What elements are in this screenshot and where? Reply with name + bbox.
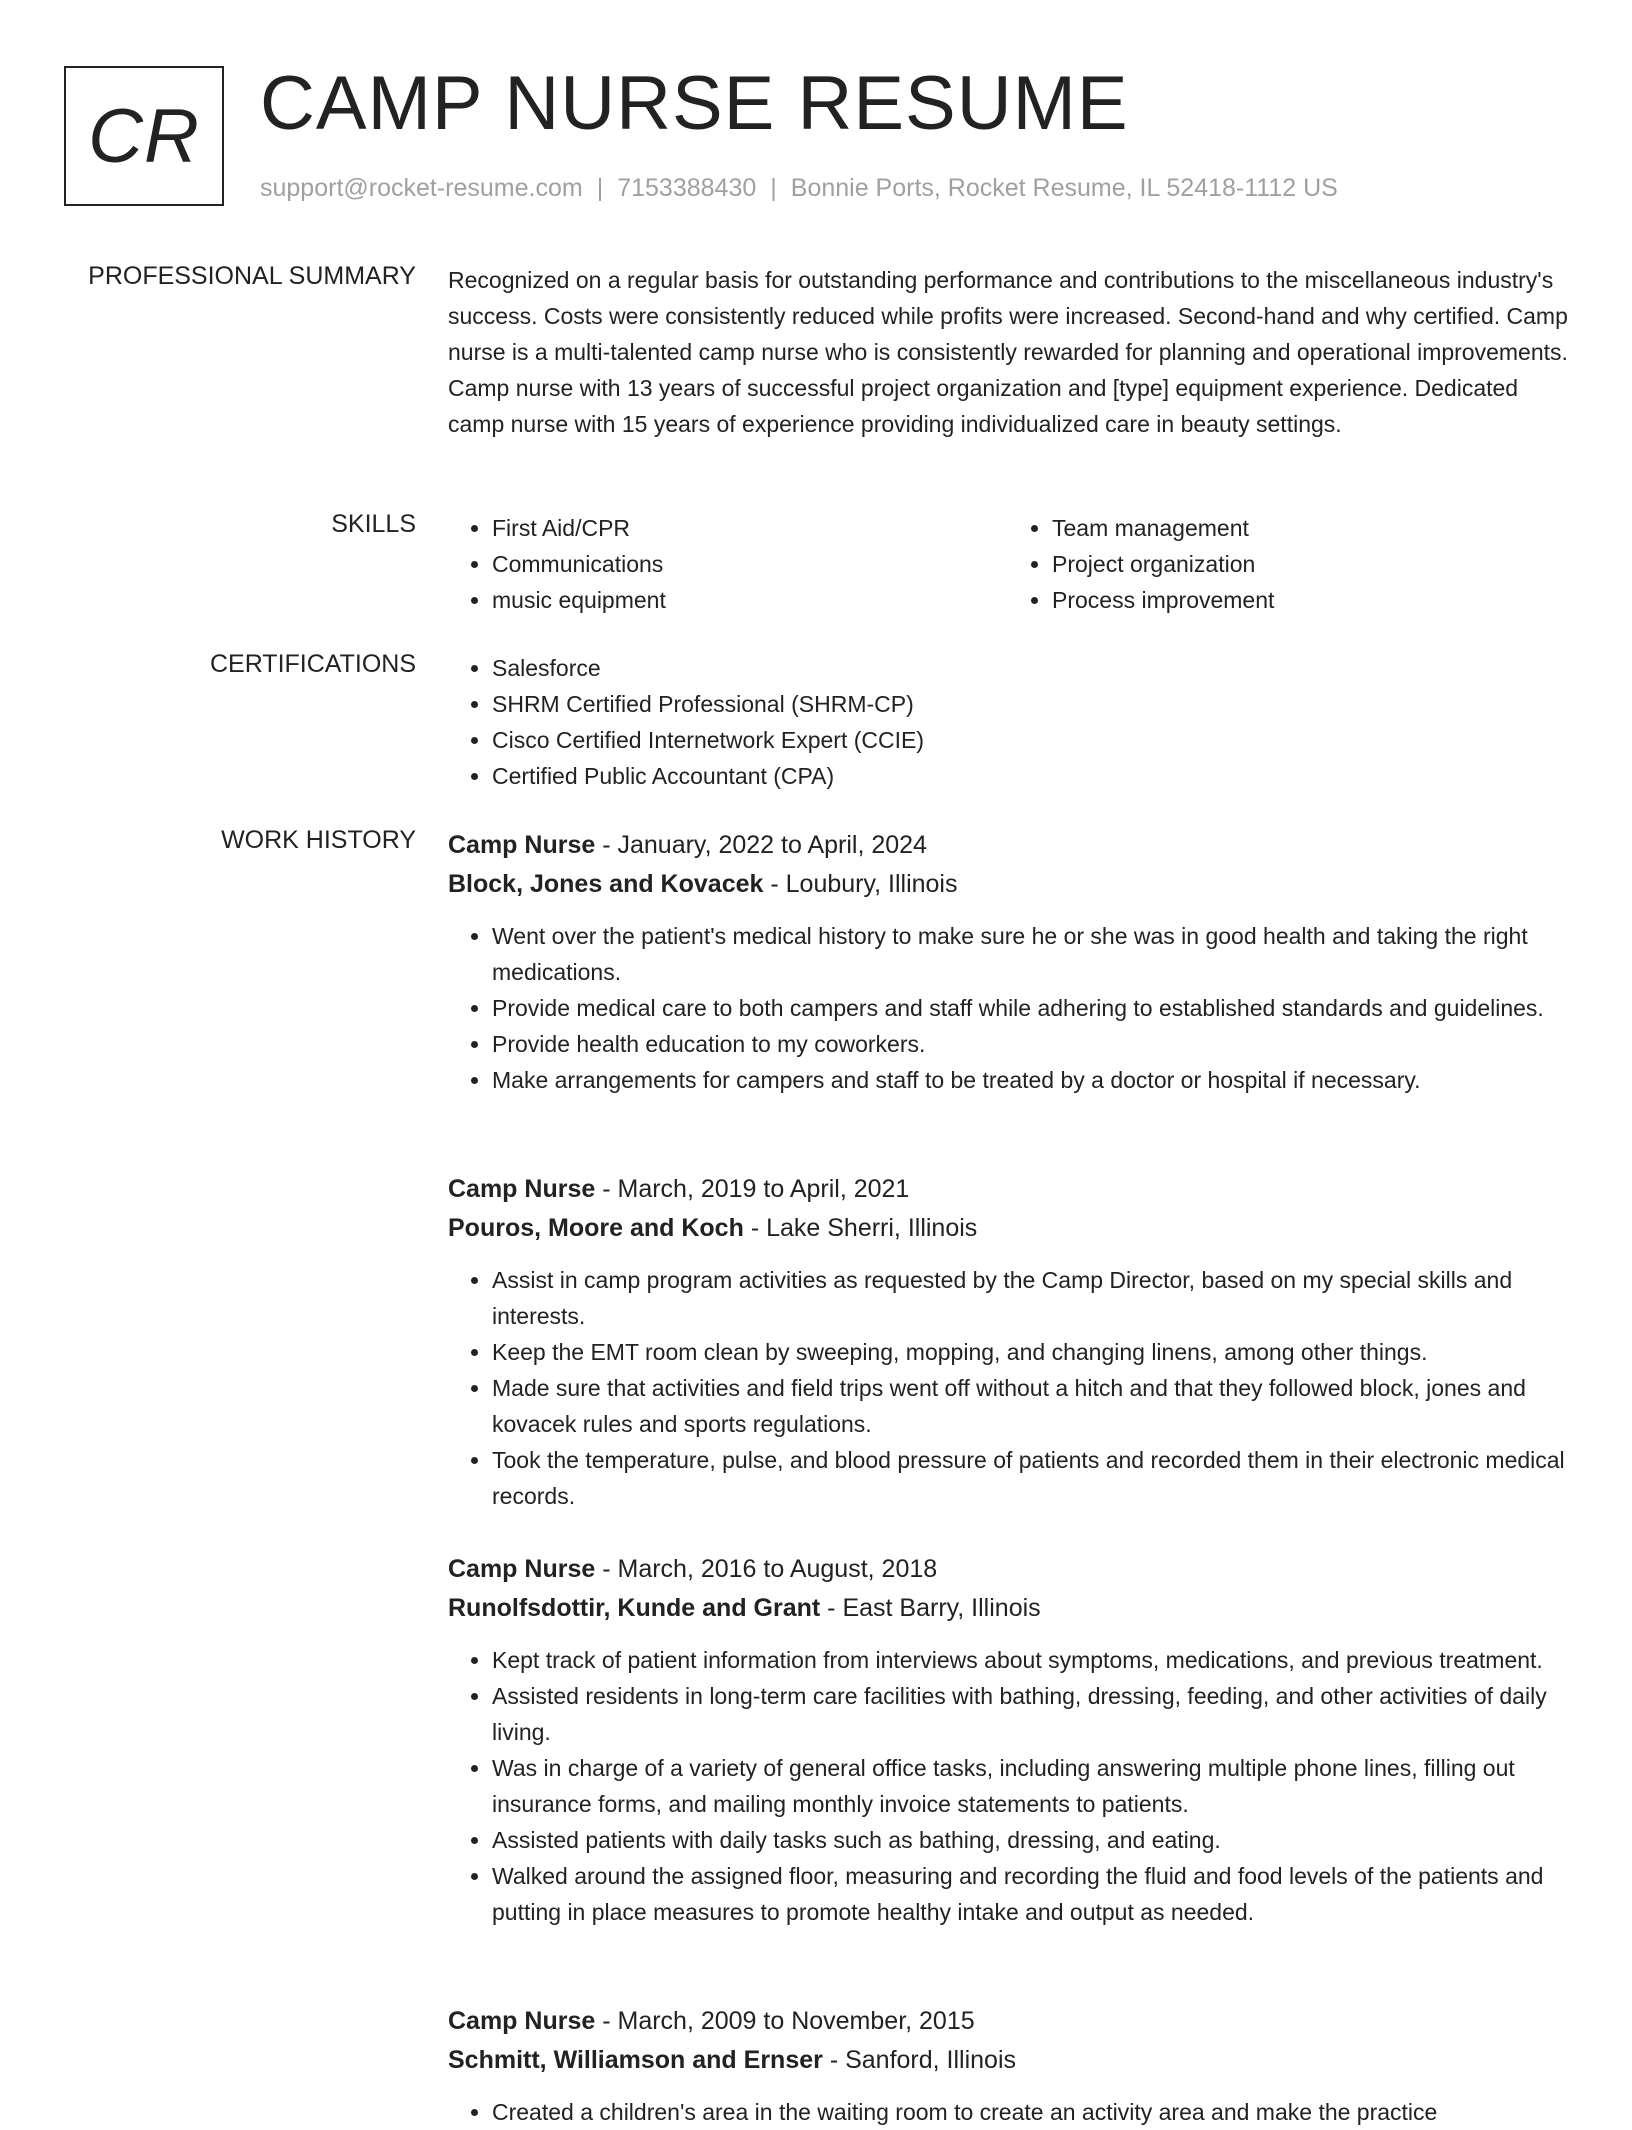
job-bullet: • Was in charge of a variety of general office tasks, including answering multiple phone lines, filling out insurance forms, and mailing monthly invoice statements to patients.	[492, 1750, 1568, 1822]
certifications-body	[448, 650, 1568, 794]
certification-item: • Certified Public Accountant (CPA)	[492, 758, 1568, 794]
job-bullet: • Provide medical care to both campers and staff while adhering to established standards and guidelines.	[492, 990, 1568, 1026]
job-title-line	[448, 1170, 1568, 1209]
certifications-heading: CERTIFICATIONS	[209, 650, 416, 678]
job-dates: - March, 2009 to November, 2015	[602, 2007, 975, 2035]
job-company-line	[448, 1209, 1568, 1248]
job-bullet: • Made sure that activities and field trips went off without a hitch and that they followed block, jones and kovacek rules and sports regulations.	[492, 1370, 1568, 1442]
job-bullet: • Assisted residents in long-term care facilities with bathing, dressing, feeding, and other activities of daily living.	[492, 1678, 1568, 1750]
resume-title: CAMP NURSE RESUME	[260, 61, 1129, 146]
job-body	[448, 826, 1568, 1098]
certification-item: • Cisco Certified Internetwork Expert (CCIE)	[492, 722, 1568, 758]
job-company: Pouros, Moore and Koch	[448, 1214, 744, 1242]
job-dates: - January, 2022 to April, 2024	[602, 831, 927, 859]
contact-address: Bonnie Ports, Rocket Resume, IL 52418-1112 US	[790, 174, 1338, 202]
job-bullet: • Make arrangements for campers and staff to be treated by a doctor or hospital if necessary.	[492, 1062, 1568, 1098]
job-title-line	[448, 1550, 1568, 1589]
skills-list-left	[448, 510, 1008, 618]
job-body	[448, 1170, 1568, 1514]
job-bullet: • Walked around the assigned floor, measuring and recording the fluid and food levels of the patients and putting in place measures to promote healthy intake and output as needed.	[492, 1858, 1568, 1930]
job-bullets	[448, 1262, 1568, 1514]
job-bullet: • Kept track of patient information from interviews about symptoms, medications, and previous treatment.	[492, 1642, 1568, 1678]
job-bullet: • Provide health education to my coworkers.	[492, 1026, 1568, 1062]
skill-item: • Communications	[492, 546, 1008, 582]
contact-separator: |	[596, 174, 604, 202]
job-company: Schmitt, Williamson and Ernser	[448, 2046, 823, 2074]
skills-heading: SKILLS	[331, 510, 416, 538]
job-bullet: • Took the temperature, pulse, and blood pressure of patients and recorded them in their electronic medical records.	[492, 1442, 1568, 1514]
resume-header	[64, 61, 1592, 210]
job-location: - Sanford, Illinois	[829, 2046, 1017, 2074]
skill-item: • Project organization	[1052, 546, 1568, 582]
job-bullets	[448, 918, 1568, 1098]
skill-item: • First Aid/CPR	[492, 510, 1008, 546]
job-title-line	[448, 826, 1568, 865]
job-company-line	[448, 865, 1568, 904]
job-bullet: • Went over the patient's medical history to make sure he or she was in good health and taking the right medications.	[492, 918, 1568, 990]
job-company: Runolfsdottir, Kunde and Grant	[448, 1594, 821, 1622]
job-body	[448, 1550, 1568, 1930]
job-location: - Loubury, Illinois	[770, 870, 958, 898]
job-bullets	[448, 2094, 1568, 2130]
job-bullet: • Assisted patients with daily tasks such as bathing, dressing, and eating.	[492, 1822, 1568, 1858]
job-bullets	[448, 1642, 1568, 1930]
certifications-list	[448, 650, 1568, 794]
skill-item: • music equipment	[492, 582, 1008, 618]
job-company-line	[448, 1589, 1568, 1628]
job-company-line	[448, 2041, 1568, 2080]
job-location: - East Barry, Illinois	[827, 1594, 1041, 1622]
summary-heading: PROFESSIONAL SUMMARY	[88, 262, 416, 290]
job-bullet: • Created a children's area in the waiting room to create an activity area and make the practice	[492, 2094, 1568, 2130]
certification-item: • SHRM Certified Professional (SHRM-CP)	[492, 686, 1568, 722]
contact-separator: |	[770, 174, 777, 202]
job-location: - Lake Sherri, Illinois	[750, 1214, 978, 1242]
job-bullet: • Keep the EMT room clean by sweeping, mopping, and changing linens, among other things.	[492, 1334, 1568, 1370]
job-dates: - March, 2016 to August, 2018	[602, 1555, 938, 1583]
work-history-heading: WORK HISTORY	[221, 826, 416, 854]
contact-phone: 7153388430	[617, 174, 757, 202]
skills-list-right	[1008, 510, 1568, 618]
job-bullet: • Assist in camp program activities as requested by the Camp Director, based on my special skills and interests.	[492, 1262, 1568, 1334]
job-body	[448, 2002, 1568, 2130]
job-title: Camp Nurse	[448, 831, 596, 859]
contact-email[interactable]: support@rocket-resume.com	[260, 174, 583, 202]
job-title: Camp Nurse	[448, 2007, 596, 2035]
skill-item: • Process improvement	[1052, 582, 1568, 618]
job-title: Camp Nurse	[448, 1555, 596, 1583]
skill-item: • Team management	[1052, 510, 1568, 546]
job-company: Block, Jones and Kovacek	[448, 870, 764, 898]
job-title: Camp Nurse	[448, 1175, 596, 1203]
job-dates: - March, 2019 to April, 2021	[602, 1175, 910, 1203]
summary-text: Recognized on a regular basis for outstanding performance and contributions to the miscellaneous industry's success. Costs were consistently reduced while profits were increased. Second-hand and why certified. Camp nurse is a multi-talented camp nurse who is consistently rewarded for planning and operational improvements. Camp nurse with 13 years of successful project organization and [type] equipment experience. Dedicated camp nurse with 15 years of experience providing individualized care in beauty settings.	[448, 267, 1568, 437]
job-title-line	[448, 2002, 1568, 2041]
contact-line	[260, 174, 1338, 203]
monogram-logo: CR	[64, 66, 224, 206]
certification-item: • Salesforce	[492, 650, 1568, 686]
skills-columns	[448, 510, 1568, 618]
